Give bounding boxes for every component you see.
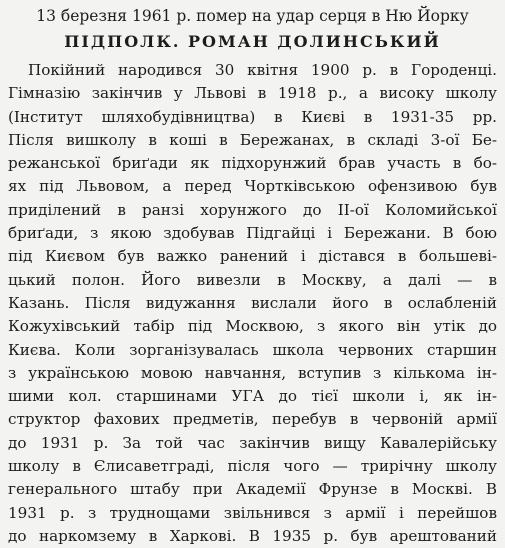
body-line: 1931 р. з труднощами звільнився з армії і перейшов bbox=[8, 503, 497, 522]
body-line: ях під Львовом, а перед Чортківською офензивою був bbox=[8, 177, 497, 196]
body-line: цький полон. Його вивезли в Москву, а далі — в bbox=[8, 270, 497, 289]
body-line: до наркомзему в Харкові. В 1935 р. був арештований bbox=[8, 526, 497, 545]
body-line: Києва. Коли зорганізувалась школа червоних старшин bbox=[8, 340, 497, 359]
body-line: режанської бриґади як підхорунжий брав участь в бо- bbox=[8, 154, 497, 173]
body-line: структор фахових предметів, перебув в червоній армії bbox=[8, 410, 497, 429]
body-line: Казань. Після видужання вислали його в ослабленій bbox=[8, 293, 497, 312]
body-line: Покійний народився 30 квітня 1900 р. в Городенці. bbox=[28, 61, 497, 79]
body-line: (Інститут шляхобудівництва) в Києві в 1931-35 рр. bbox=[8, 107, 497, 126]
body-line: до 1931 р. За той час закінчив вищу Кавалерійську bbox=[8, 433, 497, 452]
obituary-dateline: 13 березня 1961 р. помер на удар серця в Ню Йорку bbox=[36, 7, 469, 25]
body-line: Кожухівський табір під Москвою, з якого він утік до bbox=[8, 317, 497, 336]
body-line: під Києвом був важко ранений і дістався в большеві- bbox=[8, 247, 497, 266]
body-line: бриґади, з якою здобував Підгайці і Бережани. В бою bbox=[8, 224, 497, 243]
body-line: Після вишколу в коші в Бережанах, в складі 3-ої Бе- bbox=[8, 130, 497, 149]
body-line: школу в Єлисаветграді, після чого — трирічну школу bbox=[8, 457, 497, 476]
body-line: генерального штабу при Академії Фрунзе в Москві. В bbox=[8, 480, 497, 499]
body-line: з українською мовою навчання, вступив з кількома ін- bbox=[8, 363, 497, 382]
obituary-body bbox=[8, 59, 497, 548]
body-line: шими кол. старшинами УГА до тієї школи і, як ін- bbox=[8, 387, 497, 406]
body-line: Гімназію закінчив у Львові в 1918 р., а високу школу bbox=[8, 84, 497, 103]
body-line: приділений в ранзі хорунжого до ІІ-ої Коломийської bbox=[8, 200, 497, 219]
obituary-headline: ПІДПОЛК. РОМАН ДОЛИНСЬКИЙ bbox=[64, 32, 441, 51]
